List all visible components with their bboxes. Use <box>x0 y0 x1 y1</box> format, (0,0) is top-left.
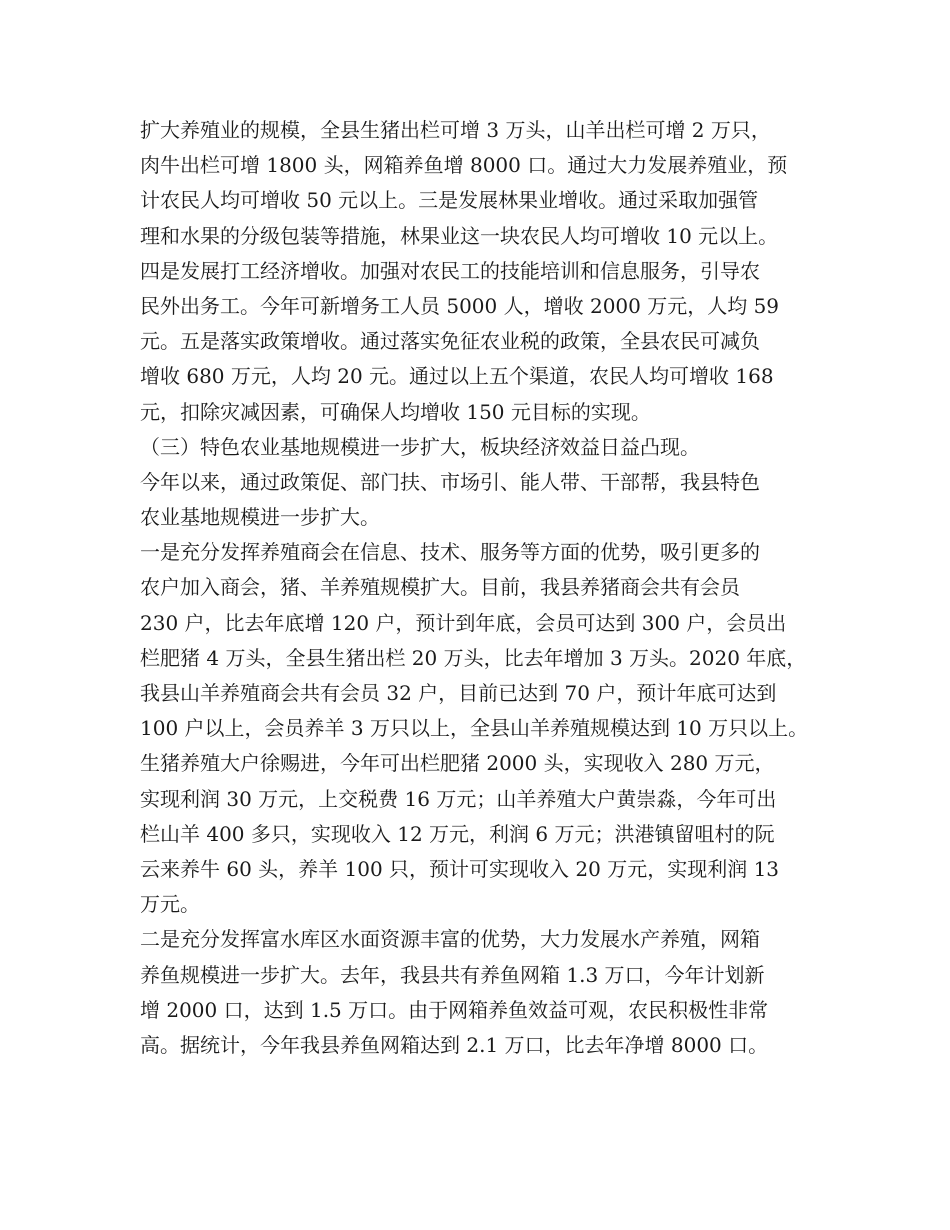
text-line: 230 户，比去年底增 120 户，预计到年底，会员可达到 300 户，会员出 <box>140 610 787 635</box>
section-heading: （三）特色农业基地规模进一步扩大，板块经济效益日益凸现。 <box>140 434 700 459</box>
text-line: 肉牛出栏可增 1800 头，网箱养鱼增 8000 口。通过大力发展养殖业，预 <box>140 153 788 178</box>
text-line: 四是发展打工经济增收。加强对农民工的技能培训和信息服务，引导农 <box>140 258 760 283</box>
text-line: 今年以来，通过政策促、部门扶、市场引、能人带、干部帮，我县特色 <box>140 469 760 494</box>
text-line: 高。据统计，今年我县养鱼网箱达到 2.1 万口，比去年净增 8000 口。 <box>140 1032 769 1057</box>
text-line: 计农民人均可增收 50 元以上。三是发展林果业增收。通过采取加强管 <box>140 188 759 213</box>
text-line: 我县山羊养殖商会共有会员 32 户，目前已达到 70 户，预计年底可达到 <box>140 681 777 705</box>
text-line: 实现利润 30 万元，上交税费 16 万元；山羊养殖大户黄崇淼，今年可出 <box>140 786 777 811</box>
text-line: 元。五是落实政策增收。通过落实免征农业税的政策，全县农民可减负 <box>140 329 760 354</box>
text-line: 增 2000 口，达到 1.5 万口。由于网箱养鱼效益可观，农民积极性非常 <box>140 997 769 1022</box>
text-line: 民外出务工。今年可新增务工人员 5000 人，增收 2000 万元，人均 59 <box>140 293 780 318</box>
text-line: 增收 680 万元，人均 20 元。通过以上五个渠道，农民人均可增收 168 <box>140 364 774 389</box>
text-line: 元，扣除灾减因素，可确保人均增收 150 元目标的实现。 <box>140 399 651 424</box>
text-line: 理和水果的分级包装等措施，林果业这一块农民人均可增收 10 元以上。 <box>140 223 779 248</box>
text-line: 一是充分发挥养殖商会在信息、技术、服务等方面的优势，吸引更多的 <box>140 540 760 565</box>
text-line: 云来养牛 60 头，养羊 100 只，预计可实现收入 20 万元，实现利润 13 <box>140 856 780 881</box>
text-line: 养鱼规模进一步扩大。去年，我县共有养鱼网箱 1.3 万口，今年计划新 <box>140 962 765 987</box>
text-line: 栏肥猪 4 万头，全县生猪出栏 20 万头，比去年增加 3 万头。2020 年底， <box>140 645 807 670</box>
text-line: 农户加入商会，猪、羊养殖规模扩大。目前，我县养猪商会共有会员 <box>140 575 740 600</box>
document-body <box>140 113 820 1063</box>
text-line: 农业基地规模进一步扩大。 <box>140 505 380 530</box>
text-line: 生猪养殖大户徐赐进，今年可出栏肥猪 2000 头，实现收入 280 万元， <box>140 751 775 776</box>
text-line: 栏山羊 400 多只，实现收入 12 万元，利润 6 万元；洪港镇留咀村的阮 <box>140 821 775 846</box>
text-line: 100 户以上，会员养羊 3 万只以上，全县山羊养殖规模达到 10 万只以上。 <box>140 716 809 741</box>
text-line: 万元。 <box>140 892 200 917</box>
text-line: 二是充分发挥富水库区水面资源丰富的优势，大力发展水产养殖，网箱 <box>140 927 760 952</box>
text-line: 扩大养殖业的规模，全县生猪出栏可增 3 万头，山羊出栏可增 2 万只， <box>140 118 771 142</box>
